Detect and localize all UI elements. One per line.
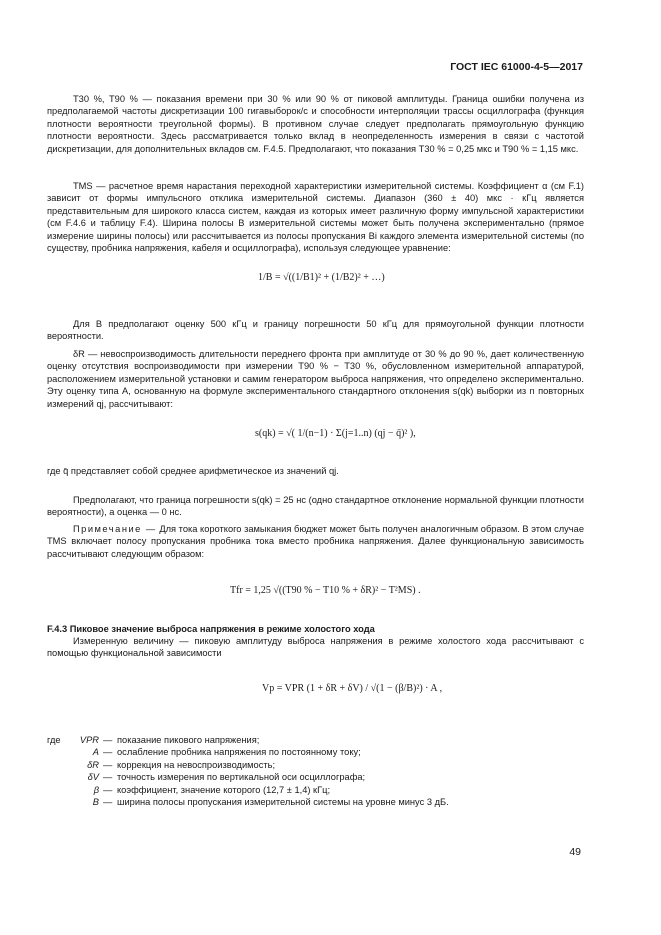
- formula-tfr: Tfr = 1,25 √((T90 % − T10 % + δR)² − T²MS) .: [230, 585, 421, 596]
- note: [47, 523, 584, 560]
- formula-vp: Vp = VPR (1 + δR + δV) / √(1 − (β/B)²) · A ,: [262, 683, 443, 694]
- definition-row: δV — точность измерения по вертикальной оси осциллографа;: [87, 772, 366, 783]
- paragraph-delta-r: δR — невоспроизводимость длительности переднего фронта при амплитуде от 30 % до 90 %, дает количественную оценку отсутствия воспроизводимости при измерении T90 % − T30 %, обусловленном измерительной аппаратурой, расположением измерительной установки и самим генератором выброса напряжения, что определено экспериментально. Эту оценку типа A, основанную на формуле экспериментального стандартного отклонения s(qk) выборки из n повторных измерений qj, рассчитывают:: [47, 349, 584, 409]
- paragraph-error-bound: Предполагают, что граница погрешности s(qk) = 25 нс (одно стандартное отклонение нормальной функции плотности вероятности), а оценка — 0 нс.: [47, 495, 584, 518]
- paragraph-b-estimate: Для B предполагают оценку 500 кГц и границу погрешности 50 кГц для прямоугольной функции плотности вероятности.: [47, 319, 584, 342]
- paragraph-t30-t90: T30 %, T90 % — показания времени при 30 % или 90 % от пиковой амплитуды. Граница ошибки получена из предполагаемой частоты дискретизации 100 гигавыборок/с и способности интерполяции трассы осциллографа (функция плотности вероятности треугольной формы). В противном случае следует предполагать прямоугольную функцию плотности вероятности. Здесь рассматривается только вклад в неопределенность измерения в связи с частотой дискретизации, для дополнительных вкладов см. F.4.5. Предполагают, что показания T30 % = 0,25 мкс и T90 % = 1,15 мкс.: [47, 94, 584, 154]
- paragraph-peak: Измеренную величину — пиковую амплитуду выброса напряжения в режиме холостого хода рассчитывают с помощью функциональной зависимости: [47, 636, 584, 659]
- definition-row: δR — коррекция на невоспроизводимость;: [87, 759, 276, 770]
- page-number: 49: [569, 846, 581, 858]
- variable-definitions: [47, 734, 449, 808]
- definition-row: β — коэффициент, значение которого (12,7 ± 1,4) кГц;: [93, 784, 331, 795]
- note-text: Для тока короткого замыкания бюджет может быть получен аналогичным образом. В этом случае TMS включает полосу пропускания пробника тока вместо пробника напряжения. Далее функциональную зависимость рассчитывают следующим образом:: [47, 524, 584, 559]
- document-header: ГОСТ IEC 61000-4-5—2017: [450, 61, 583, 73]
- note-label: Примечание —: [73, 524, 157, 534]
- paragraph-mean: где q̄ представляет собой среднее арифметическое из значений qj.: [47, 466, 339, 476]
- paragraph-tms: TMS — расчетное время нарастания переходной характеристики измерительной системы. Коэффициент α (см F.1) зависит от формы импульсного отклика измерительной системы. Диапазон (360 ± 40) мкс · кГц является представительным для широкого класса систем, каждая из которых имеет различную форму импульсной характеристики (см F.4.6 и таблицу F.4). Ширина полосы B измерительной системы может быть получена экспериментально (прямое измерение ширины полосы) или рассчитывается из полосы пропускания Bi каждого элемента измерительной системы (по существу, пробника напряжения, кабеля и осциллографа), используя следующее уравнение:: [47, 181, 584, 254]
- definition-row: где VPR — показание пикового напряжения;: [47, 735, 260, 745]
- section-heading: F.4.3 Пиковое значение выброса напряжения в режиме холостого хода: [47, 624, 375, 634]
- definition-row: B — ширина полосы пропускания измерительной системы на уровне минус 3 дБ.: [92, 797, 449, 808]
- formula-std-deviation: s(qk) = √( 1/(n−1) · Σ(j=1..n) (qj − q̄)² ),: [255, 428, 416, 439]
- formula-bandwidth: 1/B = √((1/B1)² + (1/B2)² + …): [258, 272, 385, 283]
- definition-row: A — ослабление пробника напряжения по постоянному току;: [92, 747, 361, 758]
